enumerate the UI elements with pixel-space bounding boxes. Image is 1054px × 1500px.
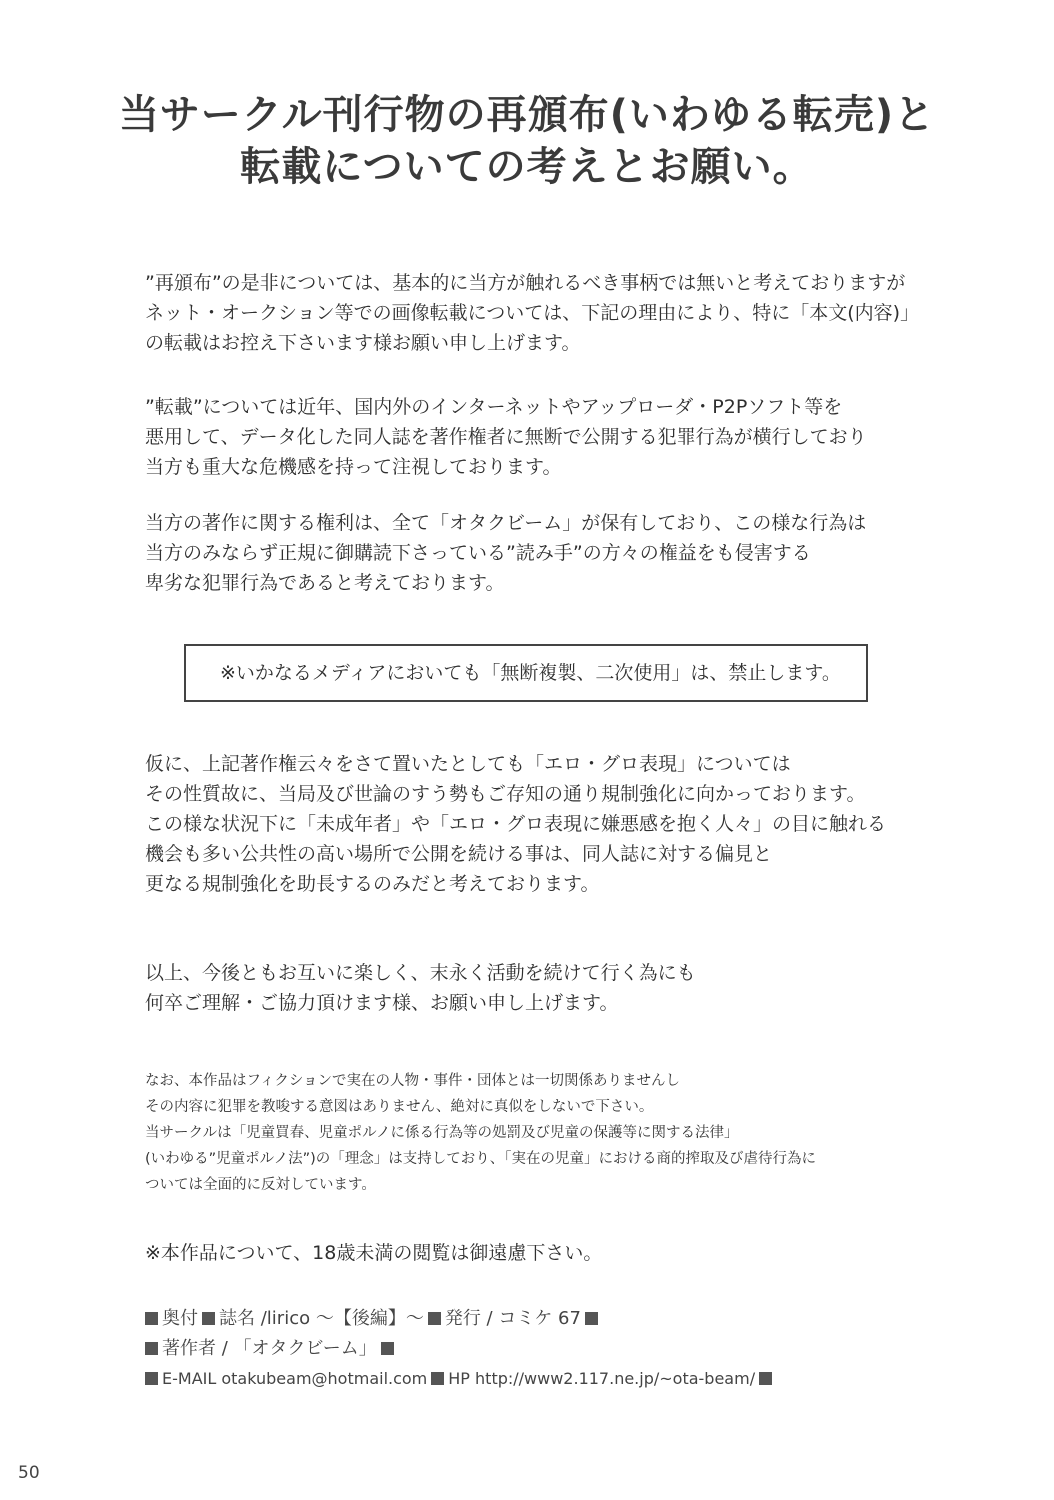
paragraph-line: 仮に、上記著作権云々をさて置いたとしても「エロ・グロ表現」については (145, 753, 791, 775)
colophon-author: 著作者 / 「オタクビーム」 (162, 1338, 377, 1359)
age-notice-text: ※本作品について、18歳未満の閲覧は御遠慮下さい。 (145, 1242, 603, 1264)
page-title-line-1: 当サークル刊行物の再頒布(いわゆる転売)と (118, 92, 936, 138)
disclaimer (145, 1068, 935, 1198)
disclaimer-line: 当サークルは「児童買春、児童ポルノに係る行為等の処罰及び児童の保護等に関する法律」 (145, 1125, 739, 1141)
disclaimer-line: なお、本作品はフィクションで実在の人物・事件・団体とは一切関係ありませんし (145, 1073, 681, 1089)
square-bullet-icon (381, 1342, 394, 1355)
paragraph-reposting (145, 392, 935, 482)
paragraph-line: この様な状況下に「未成年者」や「エロ・グロ表現に嫌悪感を抱く人々」の目に触れる (145, 813, 887, 835)
colophon-publish: 発行 / コミケ 67 (444, 1308, 581, 1329)
paragraph-line: 以上、今後ともお互いに楽しく、末永く活動を続けて行く為にも (145, 962, 696, 984)
notice-text: ※いかなるメディアにおいても「無断複製、二次使用」は、禁止します。 (220, 662, 841, 684)
colophon-line-title (145, 1304, 935, 1334)
paragraph-line: その性質故に、当局及び世論のすう勢もご存知の通り規制強化に向かっております。 (145, 783, 866, 805)
paragraph-line: 更なる規制強化を助長するのみだと考えております。 (145, 873, 600, 895)
disclaimer-line: ついては全面的に反対しています。 (145, 1177, 376, 1193)
paragraph-expression (145, 749, 935, 899)
colophon-line-contact (145, 1364, 935, 1394)
colophon-hp: HP http://www2.117.ne.jp/~ota-beam/ (448, 1369, 756, 1388)
paragraph-line: 卑劣な犯罪行為であると考えております。 (145, 572, 505, 594)
paragraph-redistribution (145, 268, 935, 358)
page-number: 50 (18, 1463, 40, 1483)
colophon-title: 誌名 /lirico ～【後編】～ (219, 1308, 424, 1329)
paragraph-line: 当方のみならず正規に御購読下さっている”読み手”の方々の権益をも侵害する (145, 542, 811, 564)
age-notice (145, 1238, 935, 1268)
paragraph-line: 当方も重大な危機感を持って注視しております。 (145, 456, 562, 478)
square-bullet-icon (585, 1312, 598, 1325)
colophon-line-author (145, 1334, 935, 1364)
square-bullet-icon (431, 1372, 444, 1385)
colophon-okuzuke: 奥付 (162, 1308, 198, 1329)
square-bullet-icon (759, 1372, 772, 1385)
paragraph-line: の転載はお控え下さいます様お願い申し上げます。 (145, 332, 581, 354)
page-title-line-2: 転載についての考えとお願い。 (240, 144, 814, 190)
paragraph-rights (145, 508, 935, 598)
paragraph-line: 悪用して、データ化した同人誌を著作権者に無断で公開する犯罪行為が横行しており (145, 426, 867, 448)
colophon-email: E-MAIL otakubeam@hotmail.com (162, 1369, 428, 1388)
square-bullet-icon (145, 1372, 158, 1385)
paragraph-line: 何卒ご理解・ご協力頂けます様、お願い申し上げます。 (145, 992, 619, 1014)
paragraph-line: ネット・オークション等での画像転載については、下記の理由により、特に「本文(内容)」 (145, 302, 920, 324)
paragraph-closing (145, 958, 935, 1018)
square-bullet-icon (202, 1312, 215, 1325)
disclaimer-line: (いわゆる”児童ポルノ法”)の「理念」は支持しており、「実在の児童」における商的搾取及び虐待行為に (145, 1151, 817, 1167)
paragraph-line: 当方の著作に関する権利は、全て「オタクビーム」が保有しており、この様な行為は (145, 512, 867, 534)
notice-box (184, 644, 868, 702)
disclaimer-line: その内容に犯罪を教唆する意図はありません、絶対に真似をしないで下さい。 (145, 1099, 654, 1115)
square-bullet-icon (145, 1342, 158, 1355)
paragraph-line: 機会も多い公共性の高い場所で公開を続ける事は、同人誌に対する偏見と (145, 843, 773, 865)
paragraph-line: ”転載”については近年、国内外のインターネットやアップローダ・P2Pソフト等を (145, 396, 843, 418)
square-bullet-icon (145, 1312, 158, 1325)
square-bullet-icon (428, 1312, 441, 1325)
paragraph-line: ”再頒布”の是非については、基本的に当方が触れるべき事柄では無いと考えておりますが (145, 272, 906, 294)
colophon (145, 1304, 935, 1394)
